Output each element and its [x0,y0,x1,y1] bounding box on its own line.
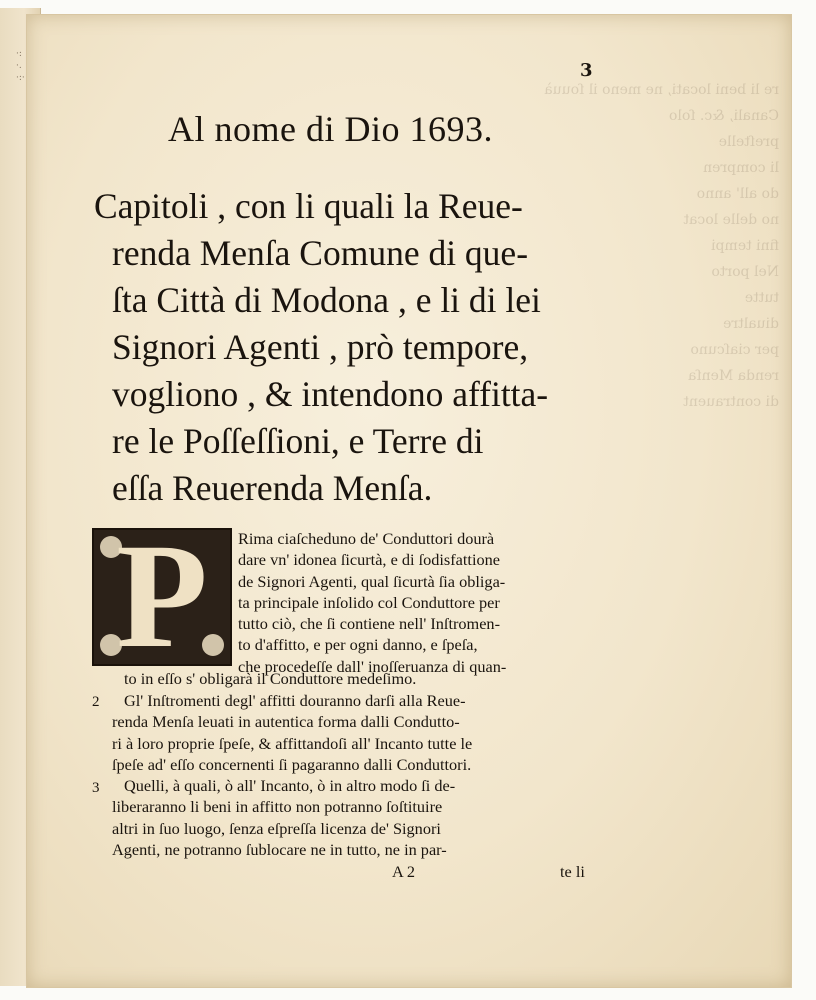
article-number: 2 [92,694,100,710]
text-line: altri in ſuo luogo, ſenza eſpreſſa licenza de' Signori [112,818,441,838]
text-line: ſpeſe ad' eſſo concernenti ſi pagaranno dalli Conduttori. [112,754,472,774]
text-line: liberaranno li beni in affitto non potranno ſoſtituire [112,797,443,817]
title-line: eſſa Reuerenda Menſa. [112,468,433,508]
text-line: de Signori Agenti, qual ſicurtà ſia obliga- [238,571,506,591]
text-line: renda Menſa leuati in autentica forma dalli Conduttо- [112,712,460,732]
facing-page-marks: ·:·.·:· [16,49,25,83]
article-number: 3 [92,780,100,796]
article-3-text [112,775,455,860]
text-line: ri à loro proprie ſpeſe, & affittandoſi all' Incanto tutte le [112,733,473,753]
title-line: Capitoli , con li quali la Reue- [94,186,523,226]
text-line: che procedeſſe dall' inoſſeruanza di quan- [238,656,507,676]
signature-mark: A 2 [392,862,416,881]
title-line: re le Poſſeſſioni, e Terre di [112,421,484,461]
text-line: Gl' Inſtromenti degl' affitti douranno darſi alla Reue- [124,691,466,710]
decorated-initial [92,513,232,679]
show-through-text: re li beni locati, ne meno il ſouuà Canali, &c. ſolo preſtelle li compren do all' anno no delle locat fini tempi Nel porto tutte diualtre per ciaſcuno renda Menſa di contrauent [544,82,779,410]
title-line: vogliono , & intendono affitta- [112,374,549,414]
initial-letter: P [116,513,208,679]
text-line: ta principale inſolido col Conduttore per [238,592,500,612]
article-1-text [238,528,506,677]
document-title [94,183,634,512]
text-line: Rima ciaſcheduno de' Conduttori dourà [238,529,495,548]
text-line: dare vn' idonea ſicurtà, e di ſodisfattione [238,550,500,570]
title-line: renda Menſa Comune di que- [112,233,529,273]
invocation-heading: Al nome di Dio 1693. [168,109,493,149]
text-line: to d'affitto, e per ogni danno, e ſpeſa, [238,635,478,655]
article-2-text [112,690,472,775]
text-line: Quelli, à quali, ò all' Incanto, ò in altro modo ſi de- [124,776,456,795]
page-number: 3 [580,60,593,81]
catchword: te li [560,862,585,881]
text-line: tutto ciò, che ſi contiene nell' Inſtromen- [238,614,500,634]
article-1-last-line: to in eſſo s' obligarà il Conduttore medeſimo. [124,669,417,688]
title-line: Signori Agenti , prò tempore, [112,327,529,367]
title-line: ſta Città di Modona , e li di lei [112,280,541,320]
text-line: Agenti, ne potranno ſublocare ne in tutto, ne in par- [112,839,447,859]
